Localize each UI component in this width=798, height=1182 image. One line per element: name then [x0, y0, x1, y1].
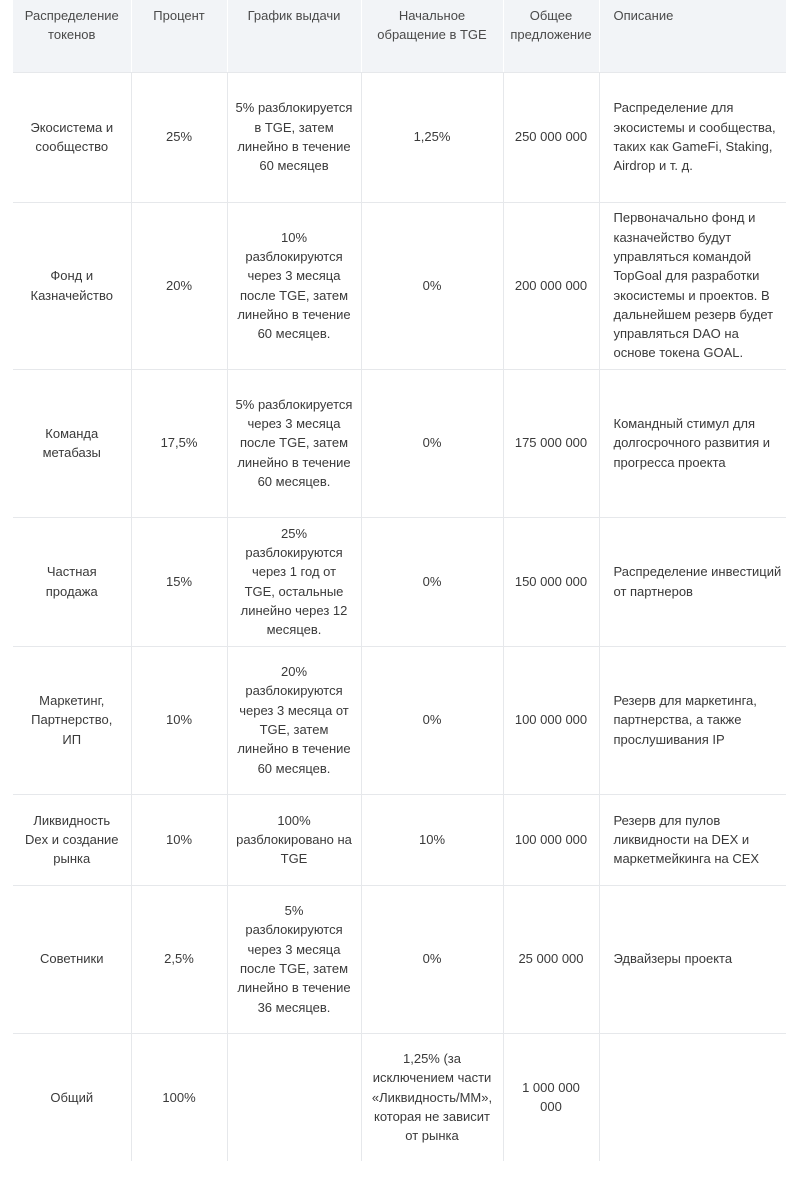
cell-schedule — [227, 1033, 361, 1161]
cell-total-supply: 1 000 000 000 — [503, 1033, 599, 1161]
cell-initial-circulation: 0% — [361, 517, 503, 646]
cell-initial-circulation: 0% — [361, 646, 503, 794]
cell-allocation: Ликвидность Dex и создание рынка — [13, 794, 131, 885]
cell-description: Распределение для экосистемы и сообщества, таких как GameFi, Staking, Airdrop и т. д. — [599, 72, 786, 202]
cell-initial-circulation: 0% — [361, 369, 503, 517]
cell-description — [599, 1033, 786, 1161]
header-description: Описание — [599, 0, 786, 72]
cell-description: Резерв для маркетинга, партнерства, а также прослушивания IP — [599, 646, 786, 794]
cell-initial-circulation: 1,25% — [361, 72, 503, 202]
cell-percent: 2,5% — [131, 885, 227, 1033]
cell-schedule: 25% разблокируются через 1 год от TGE, остальные линейно через 12 месяцев. — [227, 517, 361, 646]
cell-initial-circulation: 10% — [361, 794, 503, 885]
cell-percent: 100% — [131, 1033, 227, 1161]
cell-allocation: Экосистема и сообщество — [13, 72, 131, 202]
cell-total-supply: 175 000 000 — [503, 369, 599, 517]
cell-percent: 25% — [131, 72, 227, 202]
table-row — [13, 885, 786, 1033]
cell-schedule: 5% разблокируется через 3 месяца после TGE, затем линейно в течение 60 месяцев. — [227, 369, 361, 517]
cell-total-supply: 250 000 000 — [503, 72, 599, 202]
cell-percent: 10% — [131, 646, 227, 794]
cell-allocation: Фонд и Казначейство — [13, 202, 131, 369]
cell-percent: 17,5% — [131, 369, 227, 517]
token-allocation-table — [13, 0, 786, 1161]
cell-schedule: 20% разблокируются через 3 месяца от TGE, затем линейно в течение 60 месяцев. — [227, 646, 361, 794]
header-schedule: График выдачи — [227, 0, 361, 72]
cell-description: Эдвайзеры проекта — [599, 885, 786, 1033]
header-allocation: Распределение токенов — [13, 0, 131, 72]
cell-allocation: Частная продажа — [13, 517, 131, 646]
cell-initial-circulation: 1,25% (за исключением части «Ликвидность/ММ», которая не зависит от рынка — [361, 1033, 503, 1161]
cell-schedule: 100% разблокировано на TGE — [227, 794, 361, 885]
cell-description: Первоначально фонд и казначейство будут управляться командой TopGoal для разработки экосистемы и проектов. В дальнейшем резерв будет управляться DAO на основе токена GOAL. — [599, 202, 786, 369]
cell-total-supply: 100 000 000 — [503, 794, 599, 885]
cell-total-supply: 100 000 000 — [503, 646, 599, 794]
table-row-total — [13, 1033, 786, 1161]
cell-initial-circulation: 0% — [361, 885, 503, 1033]
table-row — [13, 202, 786, 369]
cell-description: Командный стимул для долгосрочного развития и прогресса проекта — [599, 369, 786, 517]
table-row — [13, 72, 786, 202]
table-header-row — [13, 0, 786, 72]
cell-allocation: Маркетинг, Партнерство, ИП — [13, 646, 131, 794]
cell-allocation: Общий — [50, 1089, 94, 1105]
cell-initial-circulation: 0% — [361, 202, 503, 369]
table-row — [13, 369, 786, 517]
cell-description: Резерв для пулов ликвидности на DEX и маркетмейкинга на CEX — [599, 794, 786, 885]
table-row — [13, 646, 786, 794]
cell-percent: 10% — [131, 794, 227, 885]
cell-percent: 15% — [131, 517, 227, 646]
header-total-supply: Общее предложение — [503, 0, 599, 72]
cell-percent: 20% — [131, 202, 227, 369]
header-percent: Процент — [131, 0, 227, 72]
cell-schedule: 10% разблокируются через 3 месяца после TGE, затем линейно в течение 60 месяцев. — [227, 202, 361, 369]
table-row — [13, 794, 786, 885]
cell-total-supply: 200 000 000 — [503, 202, 599, 369]
cell-total-supply: 150 000 000 — [503, 517, 599, 646]
cell-schedule: 5% разблокируются через 3 месяца после TGE, затем линейно в течение 36 месяцев. — [227, 885, 361, 1033]
cell-allocation: Команда метабазы — [13, 369, 131, 517]
cell-schedule: 5% разблокируется в TGE, затем линейно в течение 60 месяцев — [227, 72, 361, 202]
cell-total-supply: 25 000 000 — [503, 885, 599, 1033]
table-row — [13, 517, 786, 646]
header-initial-circulation: Начальное обращение в TGE — [361, 0, 503, 72]
cell-allocation: Советники — [13, 885, 131, 1033]
cell-description: Распределение инвестиций от партнеров — [599, 517, 786, 646]
